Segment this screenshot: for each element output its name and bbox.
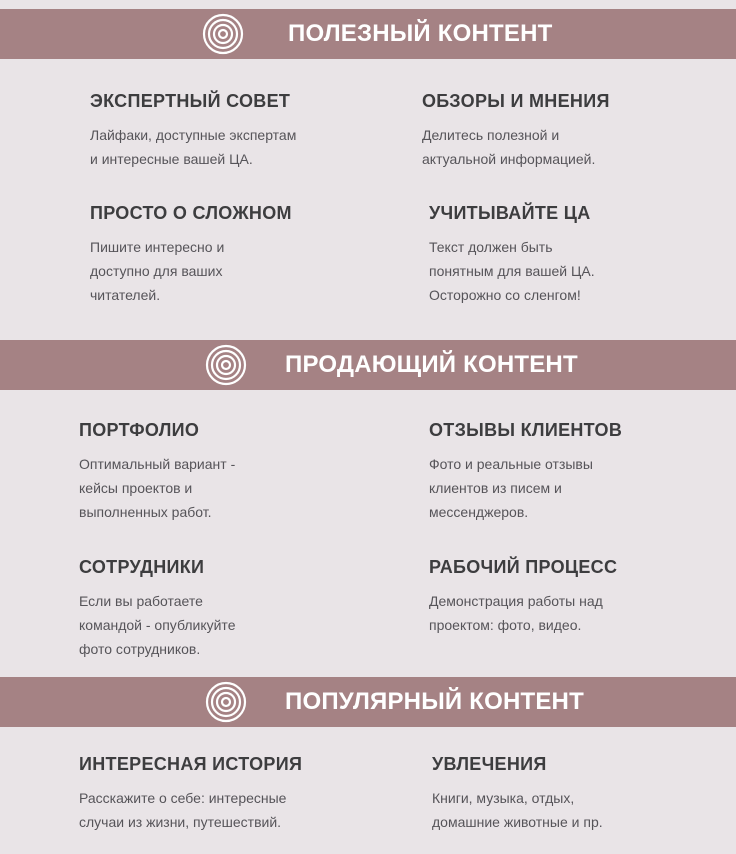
section-title: ПОЛЕЗНЫЙ КОНТЕНТ xyxy=(288,20,553,47)
block-heading: ОБЗОРЫ И МНЕНИЯ xyxy=(422,91,610,111)
block-text: Демонстрация работы над проектом: фото, видео. xyxy=(429,593,603,633)
content-block xyxy=(429,420,729,524)
section-banner-popular xyxy=(0,677,736,727)
content-block xyxy=(79,420,379,524)
block-heading: УВЛЕЧЕНИЯ xyxy=(432,754,547,774)
block-heading: ОТЗЫВЫ КЛИЕНТОВ xyxy=(429,420,623,440)
block-text: Лайфаки, доступные экспертам и интересные вашей ЦА. xyxy=(90,127,297,167)
block-text: Делитесь полезной и актуальной информацией. xyxy=(422,127,596,167)
block-heading: РАБОЧИЙ ПРОЦЕСС xyxy=(429,557,618,577)
section-banner-useful xyxy=(0,9,736,59)
content-block xyxy=(429,557,729,637)
block-text: Пишите интересно и доступно для ваших читателей. xyxy=(90,239,225,303)
block-text: Если вы работаете командой - опубликуйте фото сотрудников. xyxy=(79,593,236,657)
section-title: ПОПУЛЯРНЫЙ КОНТЕНТ xyxy=(285,688,584,715)
content-block xyxy=(79,754,379,834)
section-title: ПРОДАЮЩИЙ КОНТЕНТ xyxy=(285,351,578,378)
block-heading: ЭКСПЕРТНЫЙ СОВЕТ xyxy=(90,91,291,111)
content-block xyxy=(429,203,729,307)
concentric-circles-icon xyxy=(202,13,244,55)
concentric-circles-icon xyxy=(205,681,247,723)
content-block xyxy=(90,91,390,171)
block-heading: ИНТЕРЕСНАЯ ИСТОРИЯ xyxy=(79,754,303,774)
block-heading: СОТРУДНИКИ xyxy=(79,557,205,577)
block-text: Текст должен быть понятным для вашей ЦА. Осторожно со сленгом! xyxy=(429,239,595,303)
content-block xyxy=(90,203,390,307)
content-block xyxy=(422,91,722,171)
concentric-circles-icon xyxy=(205,344,247,386)
block-text: Расскажите о себе: интересные случаи из жизни, путешествий. xyxy=(79,790,287,830)
block-text: Книги, музыка, отдых, домашние животные и пр. xyxy=(432,790,603,830)
block-heading: УЧИТЫВАЙТЕ ЦА xyxy=(429,203,591,223)
block-text: Оптимальный вариант - кейсы проектов и выполненных работ. xyxy=(79,456,236,520)
section-banner-selling xyxy=(0,340,736,390)
block-heading: ПРОСТО О СЛОЖНОМ xyxy=(90,203,292,223)
block-text: Фото и реальные отзывы клиентов из писем и мессенджеров. xyxy=(429,456,593,520)
block-heading: ПОРТФОЛИО xyxy=(79,420,200,440)
content-block xyxy=(432,754,732,834)
content-block xyxy=(79,557,379,661)
